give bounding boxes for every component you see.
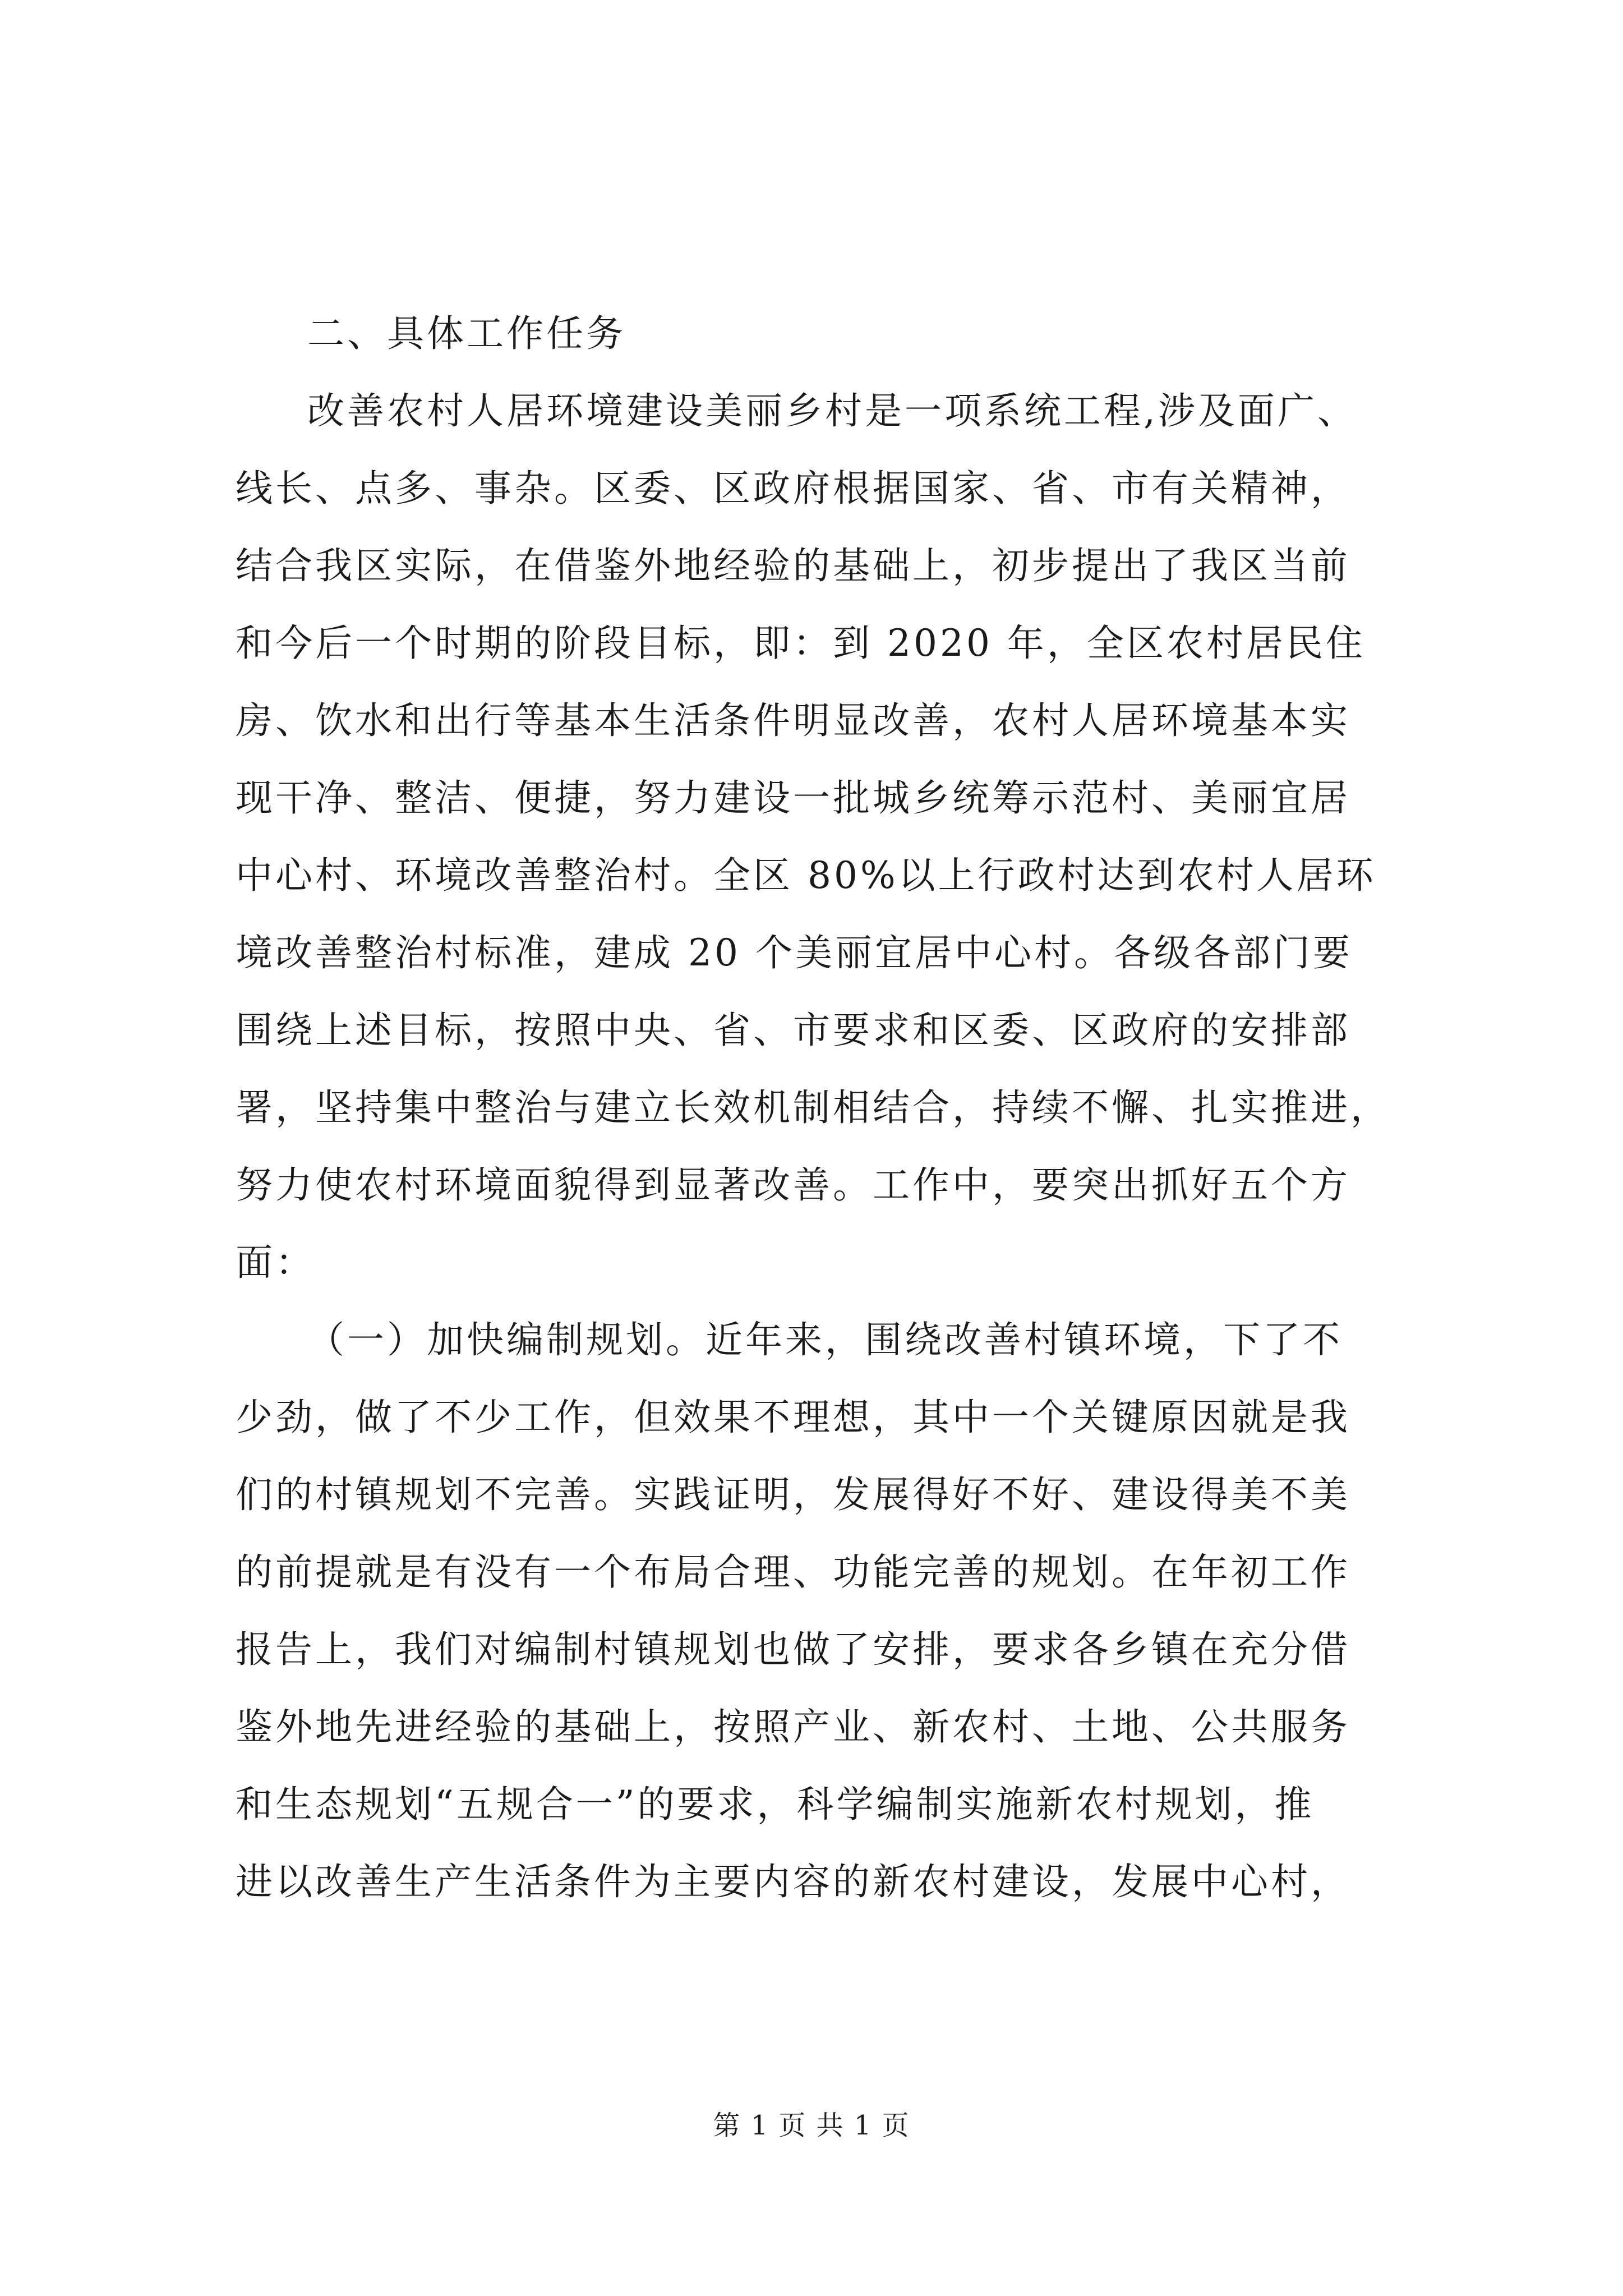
paragraph-line: 中心村、环境改善整治村。全区 80%以上行政村达到农村人居环	[236, 854, 1376, 897]
paragraph-line: （一）加快编制规划。近年来，围绕改善村镇环境，下了不	[307, 1318, 1343, 1361]
paragraph-line: 的前提就是有没有一个布局合理、功能完善的规划。在年初工作	[236, 1550, 1350, 1594]
paragraph-line: 报告上，我们对编制村镇规划也做了安排，要求各乡镇在充分借	[236, 1628, 1350, 1671]
paragraph-line: 围绕上述目标，按照中央、省、市要求和区委、区政府的安排部	[236, 1009, 1350, 1052]
paragraph-line: 少劲，做了不少工作，但效果不理想，其中一个关键原因就是我	[236, 1396, 1350, 1439]
paragraph-line: 现干净、整洁、便捷，努力建设一批城乡统筹示范村、美丽宜居	[236, 776, 1350, 820]
paragraph-line: 和生态规划“五规合一”的要求，科学编制实施新农村规划，推	[236, 1783, 1315, 1826]
paragraph-line: 改善农村人居环境建设美丽乡村是一项系统工程,涉及面广、	[307, 389, 1357, 432]
paragraph-line: 结合我区实际，在借鉴外地经验的基础上，初步提出了我区当前	[236, 544, 1350, 587]
paragraph-line: 线长、点多、事杂。区委、区政府根据国家、省、市有关精神，	[236, 467, 1350, 510]
paragraph-line: 鉴外地先进经验的基础上，按照产业、新农村、土地、公共服务	[236, 1705, 1350, 1749]
paragraph-line: 进以改善生产生活条件为主要内容的新农村建设，发展中心村，	[236, 1860, 1350, 1903]
page-footer: 第 1 页 共 1 页	[713, 2110, 910, 2141]
paragraph-line: 和今后一个时期的阶段目标，即：到 2020 年，全区农村居民住	[236, 622, 1366, 665]
paragraph-line: 署，坚持集中整治与建立长效机制相结合，持续不懈、扎实推进，	[236, 1086, 1390, 1129]
paragraph-line: 们的村镇规划不完善。实践证明，发展得好不好、建设得美不美	[236, 1473, 1350, 1516]
paragraph-line: 面：	[236, 1241, 315, 1284]
paragraph-line: 境改善整治村标准，建成 20 个美丽宜居中心村。各级各部门要	[236, 931, 1353, 974]
section-heading: 二、具体工作任务	[307, 312, 626, 355]
paragraph-line: 房、饮水和出行等基本生活条件明显改善，农村人居环境基本实	[236, 699, 1350, 742]
paragraph-line: 努力使农村环境面貌得到显著改善。工作中，要突出抓好五个方	[236, 1163, 1350, 1207]
